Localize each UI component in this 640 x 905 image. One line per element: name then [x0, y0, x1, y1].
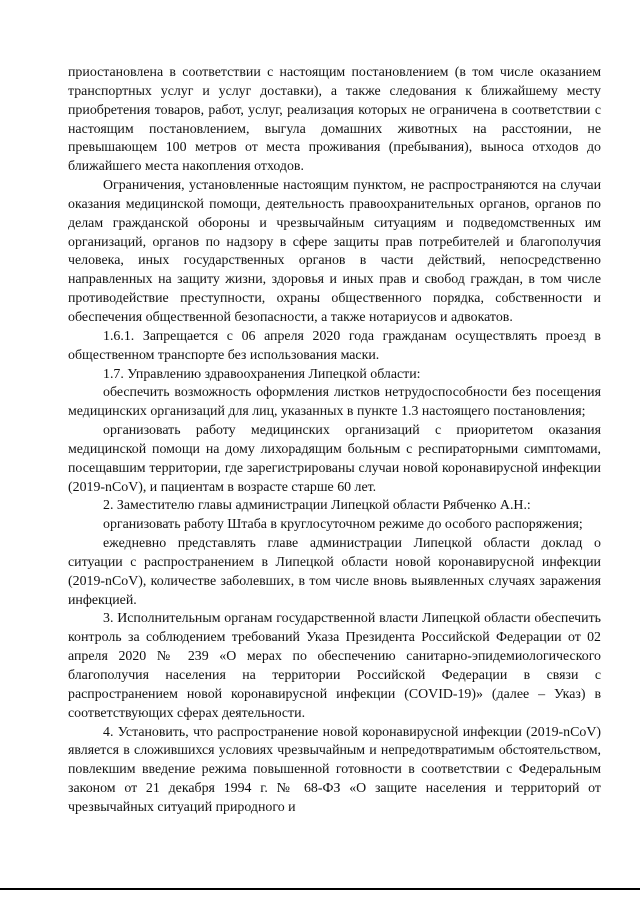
document-body	[68, 64, 601, 818]
paragraph-sick-leave: обеспечить возможность оформления листков нетрудоспособности без посещения медицинских организаций для лиц, указанных в пункте 1.3 настоящего постановления;	[68, 385, 601, 420]
scan-edge-line	[0, 888, 640, 890]
paragraph-item-1-6-1: 1.6.1. Запрещается с 06 апреля 2020 года гражданам осуществлять проезд в общественном транспорте без использования маски.	[68, 328, 601, 363]
paragraph-restrictions-exceptions: Ограничения, установленные настоящим пунктом, не распространяются на случаи оказания медицинской помощи, деятельность правоохранительных органов, органов по делам гражданской обороны и чрезвычайным ситуациям и подведомственных им организаций, органов по надзору в сфере защиты прав потребителей и благополучия человека, иных государственных органов в части действий, непосредственно направленных на защиту жизни, здоровья и иных прав и свобод граждан, в том числе противодействие преступности, охраны общественного порядка, собственности и обеспечения общественной безопасности, а также нотариусов и адвокатов.	[68, 178, 601, 325]
paragraph-item-3: 3. Исполнительным органам государственной власти Липецкой области обеспечить контроль за соблюдением требований Указа Президента Российской Федерации от 02 апреля 2020 № 239 «О мерах по обеспечению санитарно-эпидемиологического благополучия населения на территории Российской Федерации в связи с распространением новой коронавирусной инфекции (COVID-19)» (далее – Указ) в соответствующих сферах деятельности.	[68, 611, 601, 721]
paragraph-item-1-7: 1.7. Управлению здравоохранения Липецкой области:	[103, 366, 421, 382]
paragraph-headquarters: организовать работу Штаба в круглосуточном режиме до особого распоряжения;	[103, 517, 583, 533]
paragraph-daily-report: ежедневно представлять главе администрации Липецкой области доклад о ситуации с распространением в Липецкой области новой коронавирусной инфекции (2019-nCoV), количестве заболевших, в том числе вновь выявленных случаях заражения инфекцией.	[68, 536, 601, 608]
paragraph-medical-work: организовать работу медицинских организаций с приоритетом оказания медицинской помощи на дому лихорадящим больным с респираторными симптомами, посещавшим территории, где зарегистрированы случаи новой коронавирусной инфекции (2019-nCoV), и пациентам в возрасте старше 60 лет.	[68, 423, 601, 495]
paragraph-item-2: 2. Заместителю главы администрации Липецкой области Рябченко А.Н.:	[103, 498, 531, 514]
paragraph-item-4: 4. Установить, что распространение новой коронавирусной инфекции (2019-nCoV) является в сложившихся условиях чрезвычайным и непредотвратимым обстоятельством, повлекшим введение режима повышенной готовности в соответствии с Федеральным законом от 21 декабря 1994 г. № 68-ФЗ «О защите населения и территорий от чрезвычайных ситуаций природного и	[68, 724, 601, 815]
paragraph-continuation: приостановлена в соответствии с настоящим постановлением (в том числе оказанием транспортных услуг и услуг доставки), а также следования к ближайшему месту приобретения товаров, работ, услуг, реализация которых не ограничена в соответствии с настоящим постановлением, выгула домашних животных на расстоянии, не превышающем 100 метров от места проживания (пребывания), выноса отходов до ближайшего места накопления отходов.	[68, 65, 601, 175]
